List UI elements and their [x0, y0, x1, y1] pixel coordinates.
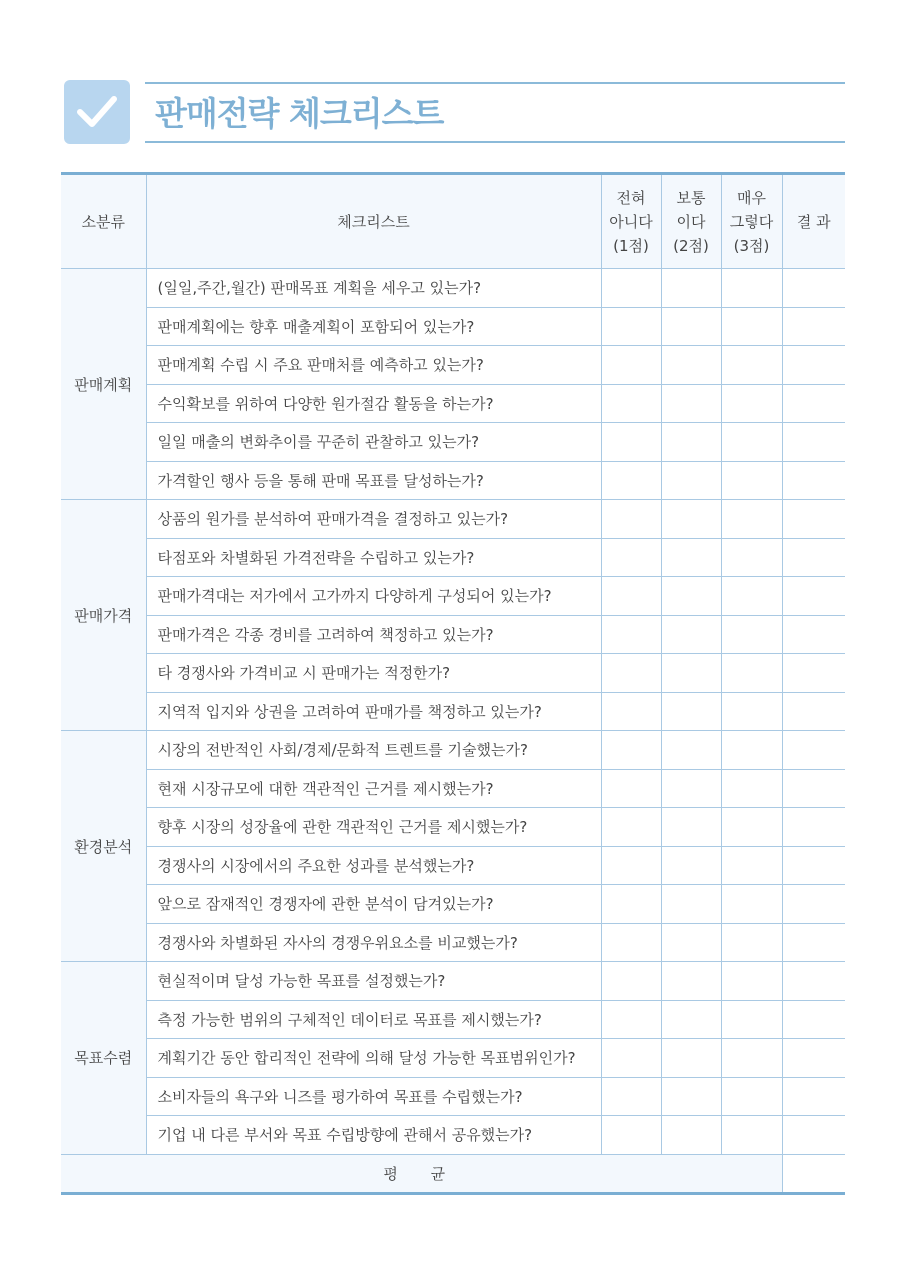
score-3-cell[interactable]: [721, 346, 782, 385]
score-2-cell[interactable]: [661, 577, 721, 616]
average-row: [61, 1154, 845, 1194]
title-bottom-rule: [145, 141, 845, 143]
result-cell[interactable]: [782, 307, 845, 346]
score-2-cell[interactable]: [661, 731, 721, 770]
score-3-cell[interactable]: [721, 269, 782, 308]
score-1-cell[interactable]: [601, 1116, 661, 1155]
score-2-cell[interactable]: [661, 692, 721, 731]
table-row: [61, 577, 845, 616]
score-1-cell[interactable]: [601, 307, 661, 346]
header-score-2: 보통 이다 (2점): [661, 174, 721, 269]
score-3-cell[interactable]: [721, 307, 782, 346]
checklist-item: 향후 시장의 성장율에 관한 객관적인 근거를 제시했는가?: [146, 808, 601, 847]
score-2-cell[interactable]: [661, 808, 721, 847]
table-row: [61, 846, 845, 885]
score-2-cell[interactable]: [661, 461, 721, 500]
header-result: 결 과: [782, 174, 845, 269]
score-2-cell[interactable]: [661, 885, 721, 924]
score-2-cell[interactable]: [661, 384, 721, 423]
score-1-cell[interactable]: [601, 1077, 661, 1116]
score-3-cell[interactable]: [721, 500, 782, 539]
result-cell[interactable]: [782, 538, 845, 577]
category-cell: 판매가격: [61, 500, 146, 731]
table-row: [61, 769, 845, 808]
checklist-item: 소비자들의 욕구와 니즈를 평가하여 목표를 수립했는가?: [146, 1077, 601, 1116]
score-3-cell[interactable]: [721, 654, 782, 693]
table-row: [61, 615, 845, 654]
score-3-cell[interactable]: [721, 692, 782, 731]
score-2-cell[interactable]: [661, 769, 721, 808]
table-row: [61, 538, 845, 577]
result-cell[interactable]: [782, 1039, 845, 1078]
score-1-cell[interactable]: [601, 269, 661, 308]
score-3-cell[interactable]: [721, 885, 782, 924]
score-1-cell[interactable]: [601, 769, 661, 808]
checklist-item: 경쟁사의 시장에서의 주요한 성과를 분석했는가?: [146, 846, 601, 885]
checklist-item: 기업 내 다른 부서와 목표 수립방향에 관해서 공유했는가?: [146, 1116, 601, 1155]
table-row: [61, 654, 845, 693]
score-2-cell[interactable]: [661, 615, 721, 654]
score-2-cell[interactable]: [661, 500, 721, 539]
score-2-cell[interactable]: [661, 346, 721, 385]
table-row: [61, 1116, 845, 1155]
score-1-cell[interactable]: [601, 577, 661, 616]
score-3-cell[interactable]: [721, 808, 782, 847]
score-2-cell[interactable]: [661, 962, 721, 1001]
score-3-cell[interactable]: [721, 846, 782, 885]
score-2-cell[interactable]: [661, 1077, 721, 1116]
table-row: [61, 269, 845, 308]
result-cell[interactable]: [782, 731, 845, 770]
checklist-item: 앞으로 잠재적인 경쟁자에 관한 분석이 담겨있는가?: [146, 885, 601, 924]
category-cell: 환경분석: [61, 731, 146, 962]
table-row: [61, 962, 845, 1001]
score-1-cell[interactable]: [601, 885, 661, 924]
score-1-cell[interactable]: [601, 808, 661, 847]
checklist-item: 계획기간 동안 합리적인 전략에 의해 달성 가능한 목표범위인가?: [146, 1039, 601, 1078]
score-3-cell[interactable]: [721, 615, 782, 654]
score-3-cell[interactable]: [721, 769, 782, 808]
page-title: 판매전략 체크리스트: [155, 94, 444, 133]
score-1-cell[interactable]: [601, 731, 661, 770]
table-row: [61, 346, 845, 385]
score-3-cell[interactable]: [721, 538, 782, 577]
title-top-rule: [145, 82, 845, 84]
score-1-cell[interactable]: [601, 461, 661, 500]
table-row: [61, 885, 845, 924]
result-cell[interactable]: [782, 1077, 845, 1116]
score-1-cell[interactable]: [601, 846, 661, 885]
table-row: [61, 384, 845, 423]
checkmark-icon: [64, 80, 130, 144]
checklist-item: 가격할인 행사 등을 통해 판매 목표를 달성하는가?: [146, 461, 601, 500]
result-cell[interactable]: [782, 615, 845, 654]
table-row: [61, 923, 845, 962]
result-cell[interactable]: [782, 346, 845, 385]
header-score-3: 매우 그렇다 (3점): [721, 174, 782, 269]
score-2-cell[interactable]: [661, 846, 721, 885]
category-cell: 판매계획: [61, 269, 146, 500]
score-2-cell[interactable]: [661, 1000, 721, 1039]
checklist-item: 일일 매출의 변화추이를 꾸준히 관찰하고 있는가?: [146, 423, 601, 462]
score-1-cell[interactable]: [601, 962, 661, 1001]
checklist-table: [61, 172, 845, 1195]
result-cell[interactable]: [782, 846, 845, 885]
result-cell[interactable]: [782, 962, 845, 1001]
checklist-item: 수익확보를 위하여 다양한 원가절감 활동을 하는가?: [146, 384, 601, 423]
score-3-cell[interactable]: [721, 923, 782, 962]
score-3-cell[interactable]: [721, 1039, 782, 1078]
result-cell[interactable]: [782, 769, 845, 808]
table-row: [61, 307, 845, 346]
table-row: [61, 692, 845, 731]
checklist-item: 판매가격은 각종 경비를 고려하여 책정하고 있는가?: [146, 615, 601, 654]
checklist-item: 측정 가능한 범위의 구체적인 데이터로 목표를 제시했는가?: [146, 1000, 601, 1039]
score-2-cell[interactable]: [661, 269, 721, 308]
table-row: [61, 461, 845, 500]
header-checklist: 체크리스트: [146, 174, 601, 269]
score-2-cell[interactable]: [661, 654, 721, 693]
table-header-row: [61, 174, 845, 269]
score-1-cell[interactable]: [601, 384, 661, 423]
result-cell[interactable]: [782, 423, 845, 462]
score-2-cell[interactable]: [661, 1039, 721, 1078]
score-1-cell[interactable]: [601, 346, 661, 385]
score-3-cell[interactable]: [721, 1000, 782, 1039]
result-cell[interactable]: [782, 923, 845, 962]
score-3-cell[interactable]: [721, 962, 782, 1001]
checklist-item: 시장의 전반적인 사회/경제/문화적 트렌트를 기술했는가?: [146, 731, 601, 770]
table-row: [61, 1000, 845, 1039]
score-3-cell[interactable]: [721, 384, 782, 423]
checklist-item: (일일,주간,월간) 판매목표 계획을 세우고 있는가?: [146, 269, 601, 308]
header-category: 소분류: [61, 174, 146, 269]
score-3-cell[interactable]: [721, 423, 782, 462]
result-cell[interactable]: [782, 384, 845, 423]
result-cell[interactable]: [782, 654, 845, 693]
table-row: [61, 423, 845, 462]
checklist-item: 지역적 입지와 상권을 고려하여 판매가를 책정하고 있는가?: [146, 692, 601, 731]
checklist-item: 판매계획에는 향후 매출계획이 포함되어 있는가?: [146, 307, 601, 346]
result-cell[interactable]: [782, 269, 845, 308]
score-3-cell[interactable]: [721, 731, 782, 770]
table-row: [61, 500, 845, 539]
result-cell[interactable]: [782, 1000, 845, 1039]
checklist-item: 현실적이며 달성 가능한 목표를 설정했는가?: [146, 962, 601, 1001]
category-cell: 목표수렴: [61, 962, 146, 1155]
average-result-cell[interactable]: [782, 1154, 845, 1194]
score-2-cell[interactable]: [661, 1116, 721, 1155]
score-1-cell[interactable]: [601, 923, 661, 962]
checklist-item: 경쟁사와 차별화된 자사의 경쟁우위요소를 비교했는가?: [146, 923, 601, 962]
average-label: 평 균: [61, 1154, 782, 1194]
score-1-cell[interactable]: [601, 692, 661, 731]
score-3-cell[interactable]: [721, 577, 782, 616]
result-cell[interactable]: [782, 885, 845, 924]
table-row: [61, 808, 845, 847]
table-row: [61, 1077, 845, 1116]
score-1-cell[interactable]: [601, 423, 661, 462]
score-1-cell[interactable]: [601, 1039, 661, 1078]
checklist-item: 타 경쟁사와 가격비교 시 판매가는 적정한가?: [146, 654, 601, 693]
checklist-item: 상품의 원가를 분석하여 판매가격을 결정하고 있는가?: [146, 500, 601, 539]
checklist-item: 판매계획 수립 시 주요 판매처를 예측하고 있는가?: [146, 346, 601, 385]
result-cell[interactable]: [782, 808, 845, 847]
table-row: [61, 731, 845, 770]
score-1-cell[interactable]: [601, 500, 661, 539]
score-1-cell[interactable]: [601, 538, 661, 577]
score-2-cell[interactable]: [661, 307, 721, 346]
result-cell[interactable]: [782, 461, 845, 500]
result-cell[interactable]: [782, 692, 845, 731]
score-3-cell[interactable]: [721, 1077, 782, 1116]
score-1-cell[interactable]: [601, 1000, 661, 1039]
score-3-cell[interactable]: [721, 461, 782, 500]
checklist-item: 타점포와 차별화된 가격전략을 수립하고 있는가?: [146, 538, 601, 577]
result-cell[interactable]: [782, 1116, 845, 1155]
score-3-cell[interactable]: [721, 1116, 782, 1155]
score-2-cell[interactable]: [661, 923, 721, 962]
score-2-cell[interactable]: [661, 538, 721, 577]
score-1-cell[interactable]: [601, 654, 661, 693]
result-cell[interactable]: [782, 577, 845, 616]
header-score-1: 전혀 아니다 (1점): [601, 174, 661, 269]
table-row: [61, 1039, 845, 1078]
checklist-item: 현재 시장규모에 대한 객관적인 근거를 제시했는가?: [146, 769, 601, 808]
score-1-cell[interactable]: [601, 615, 661, 654]
score-2-cell[interactable]: [661, 423, 721, 462]
checklist-item: 판매가격대는 저가에서 고가까지 다양하게 구성되어 있는가?: [146, 577, 601, 616]
result-cell[interactable]: [782, 500, 845, 539]
